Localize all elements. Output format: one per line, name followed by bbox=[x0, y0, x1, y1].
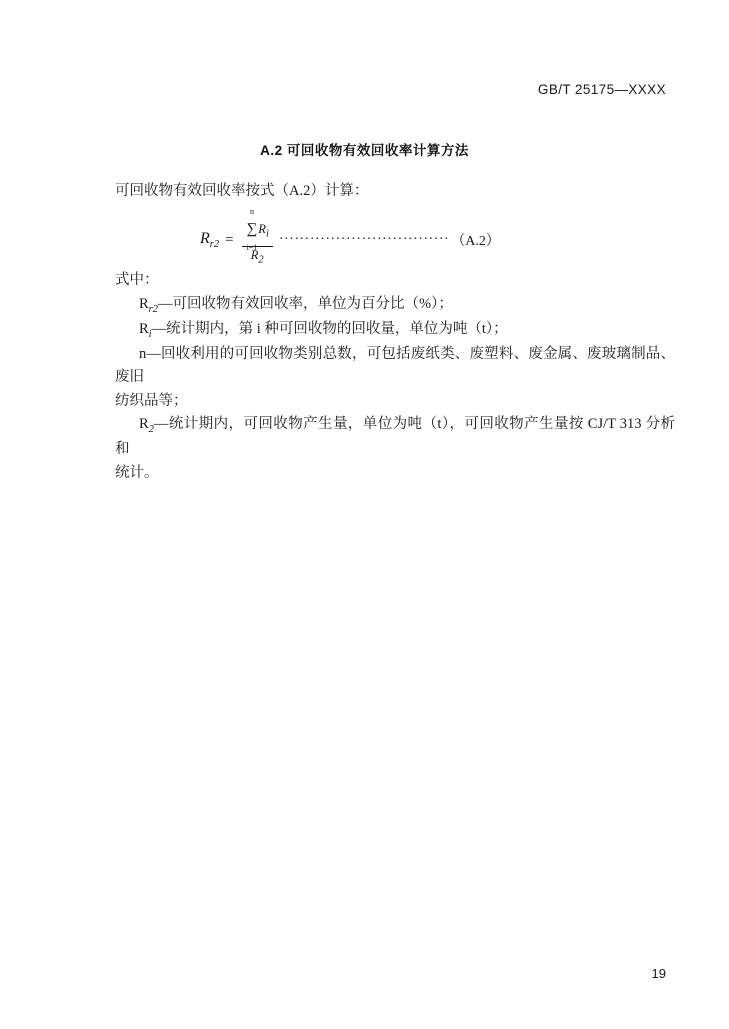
page-number: 19 bbox=[651, 966, 666, 981]
definition-text: —回收利用的可回收物类别总数，可包括废纸类、废塑料、废金属、废玻璃制品、废旧 bbox=[115, 345, 675, 386]
definition-text: —统计期内，第 i 种可回收物的回收量，单位为吨（t）； bbox=[151, 320, 508, 337]
formula-row bbox=[115, 207, 675, 267]
formula-numerator: n ∑ i=1 $R_i$ bbox=[246, 207, 269, 253]
section-heading: A.2 可回收物有效回收率计算方法 bbox=[260, 143, 469, 158]
summation-symbol: n ∑ i=1 bbox=[246, 207, 258, 253]
formula-a2 bbox=[115, 207, 675, 267]
definition-continuation: 纺织品等； bbox=[115, 392, 188, 409]
intro-paragraph: 可回收物有效回收率按式（A.2）计算： bbox=[115, 183, 369, 199]
definition-item: n—回收利用的可回收物类别总数，可包括废纸类、废塑料、废金属、废玻璃制品、废旧 bbox=[115, 345, 675, 386]
formula-leader-dots: ································· bbox=[278, 232, 450, 248]
page-header-standard-code: GB/T 25175—XXXX bbox=[537, 82, 666, 97]
definition-item: $R_{r2}—$可回收物有效回收率，单位为百分比（%）； bbox=[139, 296, 453, 315]
definition-list bbox=[115, 293, 675, 485]
formula-equals: = bbox=[225, 231, 234, 248]
formula-denominator: $R_2$ bbox=[242, 246, 273, 267]
definition-item: $R_i—$统计期内，第 i 种可回收物的回收量，单位为吨（t）； bbox=[139, 320, 508, 340]
formula-fraction bbox=[242, 207, 273, 267]
where-label: 式中： bbox=[115, 272, 159, 288]
formula-number: （A.2） bbox=[451, 234, 500, 250]
definition-continuation: 统计。 bbox=[115, 464, 159, 481]
definition-text: —统计期内，可回收物产生量，单位为吨（t），可回收物产生量按 CJ/T 313 分析和 bbox=[115, 416, 675, 458]
definition-item: $R_2—$统计期内，可回收物产生量，单位为吨（t），可回收物产生量按 CJ/T 313 分析和 bbox=[115, 416, 675, 458]
formula-lhs: $R_{r2}$ bbox=[200, 230, 220, 251]
definition-text: —可回收物有效回收率，单位为百分比（%）； bbox=[158, 296, 453, 312]
